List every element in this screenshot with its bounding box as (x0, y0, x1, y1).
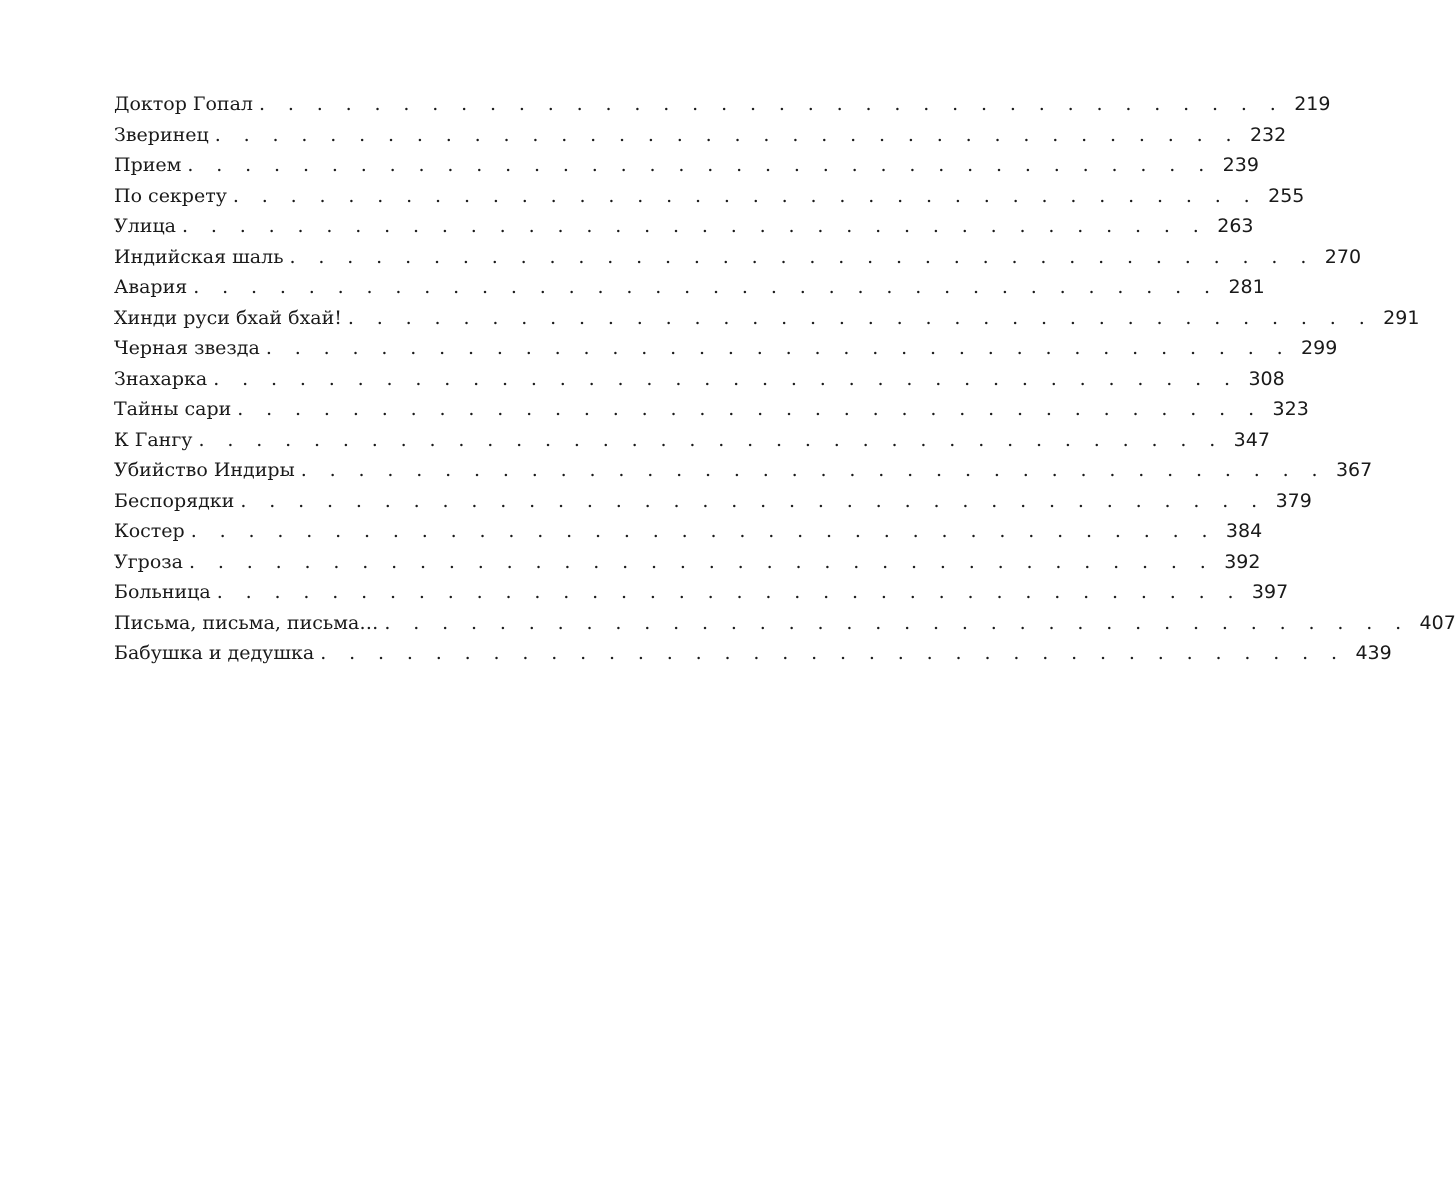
dot-leader: . . . . . . . . . . . . . . . . . . . . . . . . . . . . . . . . . . . . (188, 550, 1215, 573)
dot-leader: . . . . . . . . . . . . . . . . . . . . . . . . . . . . . . . . . . . . (232, 184, 1259, 207)
toc-entry-page: 367 (1335, 459, 1373, 481)
toc-entry-title: Угроза (114, 550, 183, 573)
toc-entry-page: 239 (1222, 154, 1259, 176)
toc-entry-page: 263 (1217, 215, 1254, 237)
toc-entry (114, 364, 1285, 395)
toc-entry (114, 89, 1331, 120)
toc-entry (114, 150, 1259, 181)
toc-entry (114, 425, 1270, 456)
toc-entry-page: 384 (1225, 520, 1263, 542)
toc-entry-title: К Гангу (114, 428, 193, 451)
dot-leader: . . . . . . . . . . . . . . . . . . . . . . . . . . . . . . . . . . . . (289, 245, 1315, 268)
toc-entry-title: Черная звезда (114, 337, 260, 359)
toc-entry-title: Зверинец (114, 123, 209, 146)
toc-entry (114, 547, 1261, 578)
toc-entry-title: Улица (114, 215, 177, 237)
toc-entry-page: 299 (1301, 337, 1338, 359)
toc-entry (114, 516, 1263, 547)
toc-entry-title: Беспорядки (114, 489, 235, 512)
dot-leader: . . . . . . . . . . . . . . . . . . . . . . . . . . . . . . . . . . . . (187, 154, 1213, 176)
toc-entry (114, 455, 1373, 486)
toc-entry (114, 272, 1265, 303)
dot-leader: . . . . . . . . . . . . . . . . . . . . . . . . . . . . . . . . . . . . (213, 367, 1239, 390)
toc-entry (114, 486, 1312, 517)
dot-leader: . . . . . . . . . . . . . . . . . . . . . . . . . . . . . . . . . . . . (182, 215, 1208, 237)
toc-entry-page: 281 (1228, 276, 1265, 298)
toc-entry-page: 407 (1419, 611, 1456, 634)
dot-leader: . . . . . . . . . . . . . . . . . . . . . . . . . . . . . . . . . . . . (237, 398, 1263, 420)
table-of-contents (114, 89, 1456, 669)
toc-entry (114, 333, 1338, 364)
dot-leader: . . . . . . . . . . . . . . . . . . . . . . . . . . . . . . . . . . . . (259, 93, 1285, 115)
dot-leader: . . . . . . . . . . . . . . . . . . . . . . . . . . . . . . . . . . . . (190, 520, 1216, 542)
toc-entry-page: 323 (1272, 398, 1309, 420)
toc-entry-page: 397 (1251, 581, 1289, 603)
toc-entry-title: По секрету (114, 184, 227, 207)
toc-entry (114, 303, 1420, 334)
toc-entry-page: 379 (1275, 489, 1312, 512)
toc-entry (114, 638, 1392, 669)
dot-leader: . . . . . . . . . . . . . . . . . . . . . . . . . . . . . . . . . . . . (193, 276, 1219, 298)
toc-entry-title: Индийская шаль (114, 245, 284, 268)
toc-entry (114, 181, 1305, 212)
toc-entry (114, 608, 1456, 639)
toc-entry-page: 255 (1268, 184, 1305, 207)
toc-entry-page: 439 (1355, 642, 1392, 664)
dot-leader: . . . . . . . . . . . . . . . . . . . . . . . . . . . . . . . . . . . . (265, 337, 1292, 359)
toc-entry-page: 308 (1248, 367, 1285, 390)
dot-leader: . . . . . . . . . . . . . . . . . . . . . . . . . . . . . . . . . . . . (240, 489, 1266, 512)
toc-entry (114, 120, 1287, 151)
toc-entry (114, 242, 1362, 273)
toc-entry-title: Бабушка и дедушка (114, 642, 315, 664)
toc-entry-page: 232 (1249, 123, 1287, 146)
toc-entry (114, 577, 1289, 608)
toc-entry-title: Письма, письма, письма… (114, 611, 379, 634)
dot-leader: . . . . . . . . . . . . . . . . . . . . . . . . . . . . . . . . . . . . (198, 428, 1224, 451)
toc-entry-title: Авария (114, 276, 188, 298)
toc-entry-title: Хинди руси бхай бхай! (114, 306, 342, 329)
dot-leader: . . . . . . . . . . . . . . . . . . . . . . . . . . . . . . . . . . . . (214, 123, 1240, 146)
dot-leader: . . . . . . . . . . . . . . . . . . . . . . . . . . . . . . . . . . . . (300, 459, 1326, 481)
toc-entry-page: 270 (1324, 245, 1362, 268)
toc-entry (114, 211, 1254, 242)
toc-entry-page: 291 (1383, 306, 1420, 329)
toc-entry-title: Доктор Гопал (114, 93, 253, 115)
toc-entry (114, 394, 1309, 425)
dot-leader: . . . . . . . . . . . . . . . . . . . . . . . . . . . . . . . . . . . . (320, 642, 1346, 664)
dot-leader: . . . . . . . . . . . . . . . . . . . . . . . . . . . . . . . . . . . . (347, 306, 1374, 329)
dot-leader: . . . . . . . . . . . . . . . . . . . . . . . . . . . . . . . . . . . . (216, 581, 1242, 603)
toc-entry-title: Больница (114, 581, 211, 603)
toc-entry-title: Тайны сари (114, 398, 232, 420)
toc-entry-page: 392 (1224, 550, 1261, 573)
dot-leader: . . . . . . . . . . . . . . . . . . . . . . . . . . . . . . . . . . . . (384, 611, 1410, 634)
toc-entry-title: Прием (114, 154, 182, 176)
toc-entry-page: 347 (1233, 428, 1270, 451)
toc-entry-page: 219 (1294, 93, 1331, 115)
toc-entry-title: Знахарка (114, 367, 208, 390)
toc-entry-title: Костер (114, 520, 185, 542)
toc-entry-title: Убийство Индиры (114, 459, 295, 481)
